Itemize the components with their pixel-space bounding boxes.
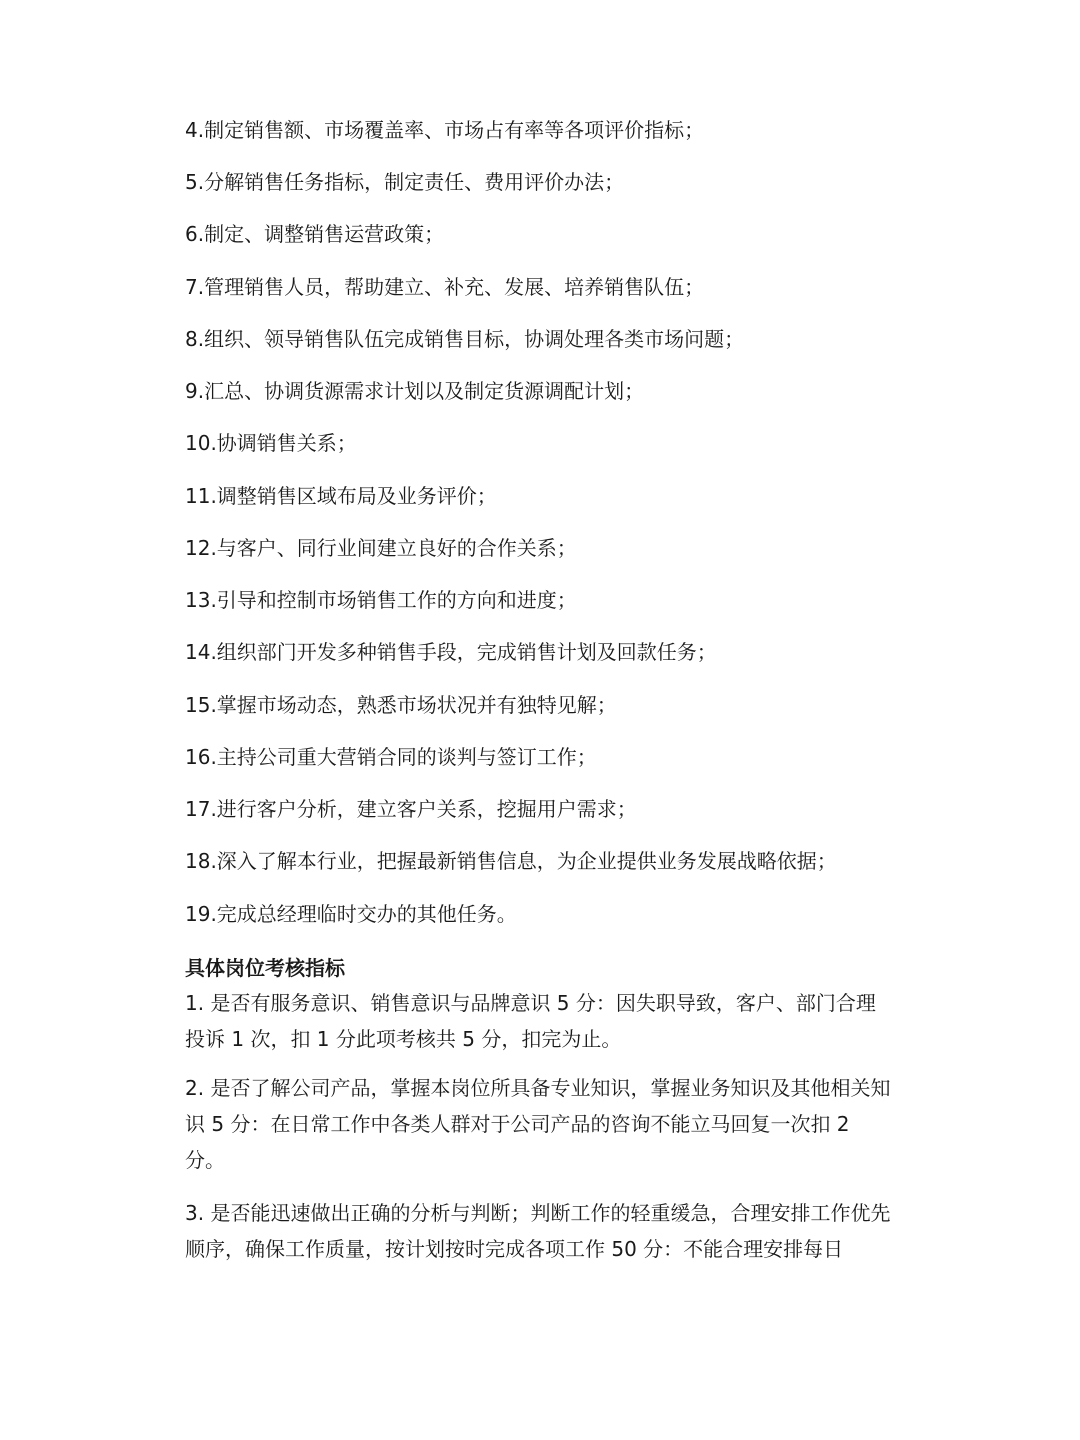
section-heading: 具体岗位考核指标 xyxy=(185,956,345,980)
criterion-item-3: 3. 是否能迅速做出正确的分析与判断；判断工作的轻重缓急，合理安排工作优先顺序，确保工作质量，按计划按时完成各项工作 50 分：不能合理安排每日 xyxy=(185,1201,891,1261)
duty-item-10: 10.协调销售关系； xyxy=(185,431,357,455)
duty-item-9: 9.汇总、协调货源需求计划以及制定货源调配计划； xyxy=(185,379,645,403)
duty-item-11: 11.调整销售区域布局及业务评价； xyxy=(185,484,497,508)
duty-item-18: 18.深入了解本行业，把握最新销售信息，为企业提供业务发展战略依据； xyxy=(185,849,837,873)
duty-item-12: 12.与客户、同行业间建立良好的合作关系； xyxy=(185,536,577,560)
duty-item-17: 17.进行客户分析，建立客户关系，挖掘用户需求； xyxy=(185,797,637,821)
duty-item-16: 16.主持公司重大营销合同的谈判与签订工作； xyxy=(185,745,597,769)
duty-item-6: 6.制定、调整销售运营政策； xyxy=(185,222,445,246)
criterion-item-2: 2. 是否了解公司产品，掌握本岗位所具备专业知识，掌握业务知识及其他相关知识 5 分：在日常工作中各类人群对于公司产品的咨询不能立马回复一次扣 2 分。 xyxy=(185,1076,891,1172)
duty-item-7: 7.管理销售人员，帮助建立、补充、发展、培养销售队伍； xyxy=(185,275,705,299)
duty-item-14: 14.组织部门开发多种销售手段，完成销售计划及回款任务； xyxy=(185,640,717,664)
duty-item-8: 8.组织、领导销售队伍完成销售目标，协调处理各类市场问题； xyxy=(185,327,745,351)
duty-item-4: 4.制定销售额、市场覆盖率、市场占有率等各项评价指标； xyxy=(185,118,705,142)
duty-item-5: 5.分解销售任务指标，制定责任、费用评价办法； xyxy=(185,170,625,194)
duty-item-15: 15.掌握市场动态，熟悉市场状况并有独特见解； xyxy=(185,693,617,717)
criterion-item-1: 1. 是否有服务意识、销售意识与品牌意识 5 分：因失职导致，客户、部门合理投诉 1 次，扣 1 分此项考核共 5 分，扣完为止。 xyxy=(185,991,876,1051)
duty-item-19: 19.完成总经理临时交办的其他任务。 xyxy=(185,902,517,926)
duty-item-13: 13.引导和控制市场销售工作的方向和进度； xyxy=(185,588,577,612)
